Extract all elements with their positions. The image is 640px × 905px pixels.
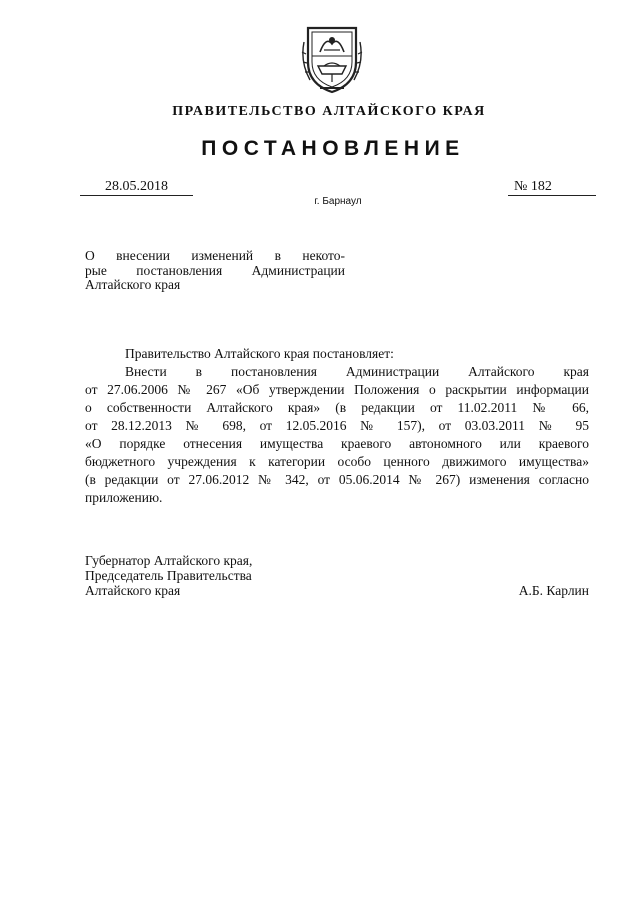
signature-block [85,553,589,598]
coat-of-arms-icon [300,22,364,96]
body-line: приложению. [85,490,163,505]
document-number: № 182 [508,178,596,196]
body-line: (в редакции от 27.06.2012 № 342, от 05.06.2014 № 267) изменения согласно [85,472,589,487]
body-line: Правительство Алтайского края постановляет: [125,346,394,361]
document-subject [85,249,345,293]
body-line: от 27.06.2006 № 267 «Об утверждении Положения о раскрытии информации [85,382,589,397]
subject-line: рые постановления Администрации [85,262,345,278]
signatory-role-line: Алтайского края [85,583,181,598]
body-line: о собственности Алтайского края» (в редакции от 11.02.2011 № 66, [85,400,589,415]
document-city: г. Барнаул [314,196,362,207]
signatory-role-line: Председатель Правительства [85,568,252,583]
body-line: «О порядке отнесения имущества краевого автономного или краевого [85,436,589,451]
subject-line: О внесении изменений в некото- [85,248,345,263]
body-line: от 28.12.2013 № 698, от 12.05.2016 № 157), от 03.03.2011 № 95 [85,418,589,433]
signatory-role-line: Губернатор Алтайского края, [85,553,253,568]
subject-line: Алтайского края [85,277,181,292]
government-title: ПРАВИТЕЛЬСТВО АЛТАЙСКОГО КРАЯ [172,104,486,119]
body-line: бюджетного учреждения к категории особо ценного движимого имущества» [85,454,589,469]
document-date: 28.05.2018 [80,178,193,196]
body-line: Внести в постановления Администрации Алтайского края [125,364,589,379]
document-type-title: ПОСТАНОВЛЕНИЕ [201,137,465,160]
document-body [85,345,589,507]
signatory-role [85,553,589,598]
signatory-name: А.Б. Карлин [518,583,589,598]
